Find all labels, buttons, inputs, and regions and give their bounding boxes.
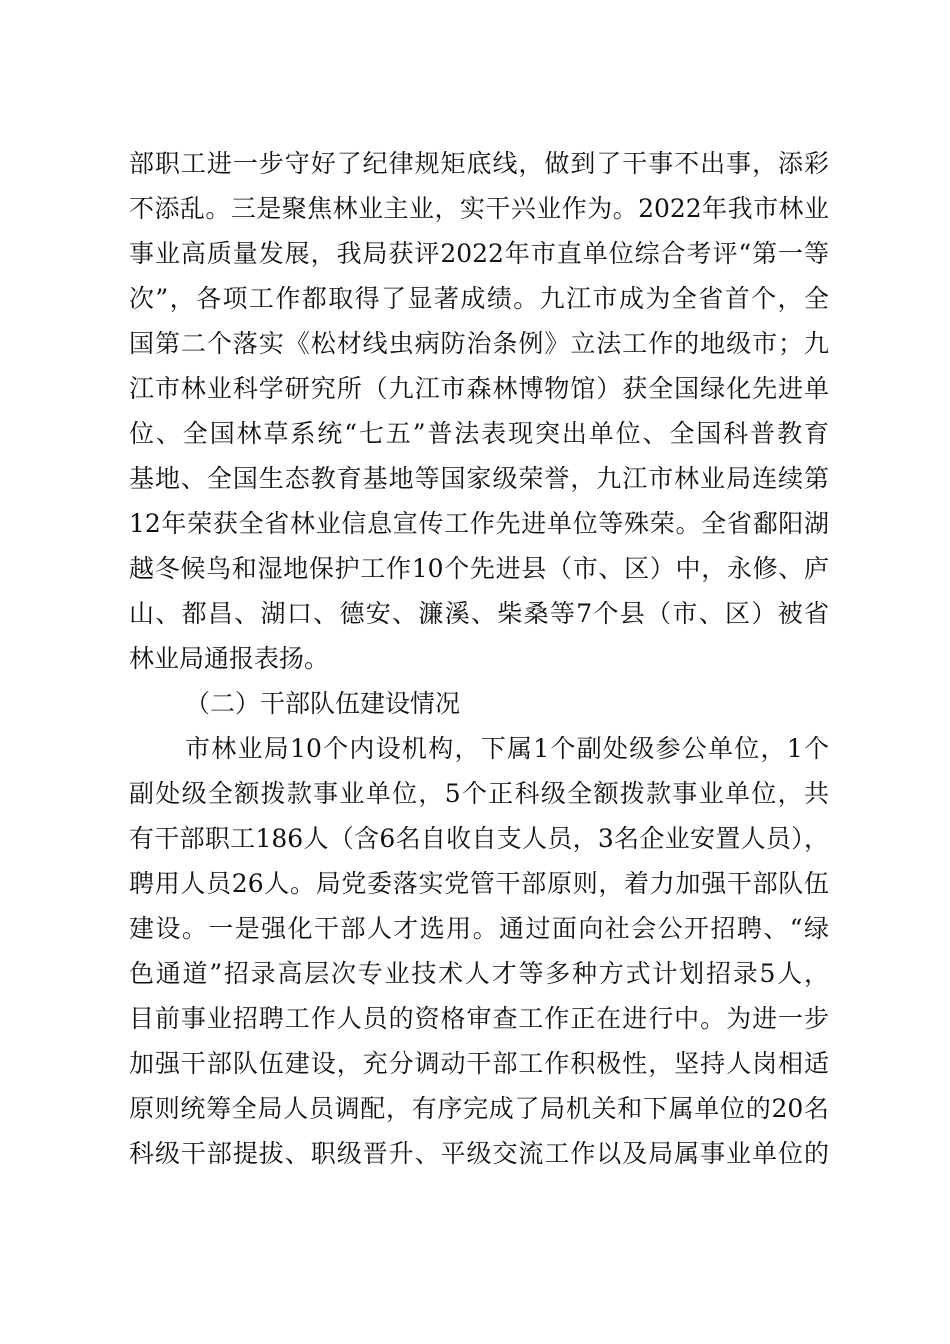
document-body xyxy=(129,141,829,1176)
text-line: 聘用人员26人。局党委落实党管干部原则，着力加强干部队伍 xyxy=(129,869,829,898)
paragraph-2 xyxy=(129,726,829,1176)
text-line: 副处级全额拨款事业单位，5个正科级全额拨款事业单位，共 xyxy=(129,779,829,808)
text-line: 科级干部提拔、职级晋升、平级交流工作以及局属事业单位的 xyxy=(129,1139,829,1168)
text-line: 江市林业科学研究所（九江市森林博物馆）获全国绿化先进单 xyxy=(129,374,829,403)
text-line: 事业高质量发展，我局获评2022年市直单位综合考评“第一等 xyxy=(129,239,829,268)
text-line: 市林业局10个内设机构，下属1个副处级参公单位，1个 xyxy=(185,734,829,763)
text-line: 次”，各项工作都取得了显著成绩。九江市成为全省首个，全 xyxy=(129,284,829,313)
text-line: 12年荣获全省林业信息宣传工作先进单位等殊荣。全省鄱阳湖 xyxy=(129,509,829,538)
text-line: 越冬候鸟和湿地保护工作10个先进县（市、区）中，永修、庐 xyxy=(129,554,829,583)
text-line: 加强干部队伍建设，充分调动干部工作积极性，坚持人岗相适 xyxy=(129,1049,829,1078)
text-line: 有干部职工186人（含6名自收自支人员，3名企业安置人员）， xyxy=(129,824,829,853)
section-heading: （二）干部队伍建设情况 xyxy=(185,689,461,718)
text-line: 目前事业招聘工作人员的资格审查工作正在进行中。为进一步 xyxy=(129,1004,829,1033)
paragraph-1 xyxy=(129,141,829,681)
text-line: 色通道”招录高层次专业技术人才等多种方式计划招录5人， xyxy=(129,959,829,988)
text-line: 部职工进一步守好了纪律规矩底线，做到了干事不出事，添彩 xyxy=(129,149,829,178)
text-line: 建设。一是强化干部人才选用。通过面向社会公开招聘、“绿 xyxy=(129,914,829,943)
text-line: 林业局通报表扬。 xyxy=(129,644,330,673)
text-line: 原则统筹全局人员调配，有序完成了局机关和下属单位的20名 xyxy=(129,1094,829,1123)
text-line: 山、都昌、湖口、德安、濂溪、柴桑等7个县（市、区）被省 xyxy=(129,599,829,628)
text-line: 国第二个落实《松材线虫病防治条例》立法工作的地级市；九 xyxy=(129,329,829,358)
text-line: 位、全国林草系统“七五”普法表现突出单位、全国科普教育 xyxy=(129,419,829,448)
text-line: 不添乱。三是聚焦林业主业，实干兴业作为。2022年我市林业 xyxy=(129,194,829,223)
text-line: 基地、全国生态教育基地等国家级荣誉，九江市林业局连续第 xyxy=(129,464,829,493)
